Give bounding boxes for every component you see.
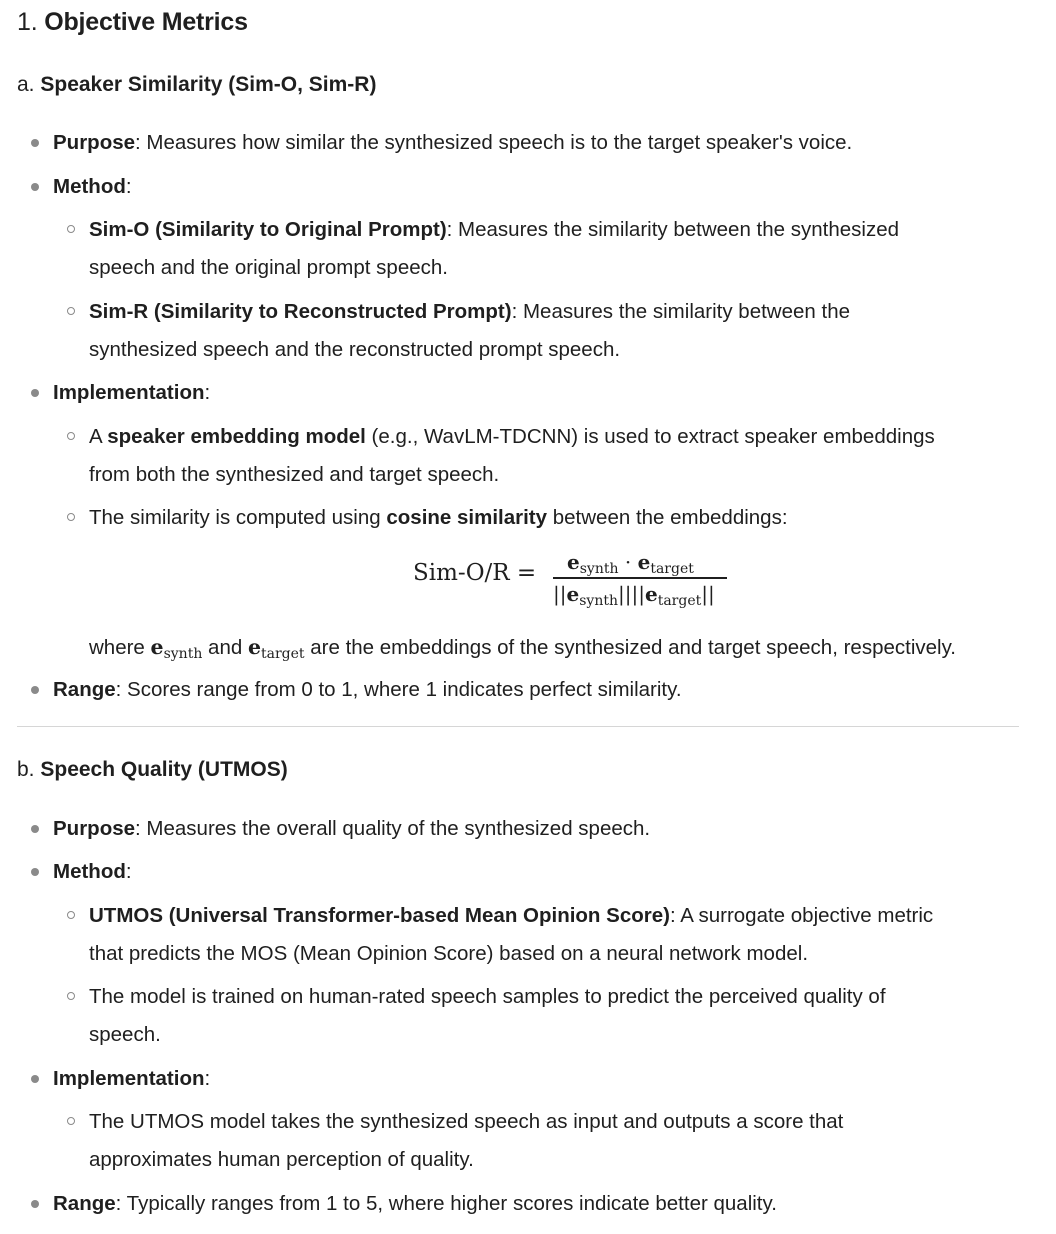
- purpose-item: Purpose: Measures the overall quality of the synthesized speech.: [53, 817, 651, 840]
- sub-bullet: [67, 513, 75, 521]
- section-heading: [17, 8, 248, 37]
- bullet: [31, 1200, 39, 1208]
- method-item: Method:: [53, 175, 132, 198]
- sub-bullet: [67, 911, 75, 919]
- implementation-item: Implementation:: [53, 381, 211, 404]
- sub-bullet: [67, 432, 75, 440]
- bullet: [31, 139, 39, 147]
- training-item: The model is trained on human-rated speech samples to predict the perceived quality of speech.: [89, 985, 886, 1046]
- sim-r-item: Sim-R (Similarity to Reconstructed Prompt): Measures the similarity between the synthesized speech and the reconstructed prompt speech.: [89, 300, 850, 361]
- implementation-item: Implementation:: [53, 1067, 211, 1090]
- bullet: [31, 825, 39, 833]
- heading-title: Objective Metrics: [44, 8, 248, 36]
- embedding-model-item: A speaker embedding model (e.g., WavLM-TDCNN) is used to extract speaker embeddings from both the synthesized and target speech.: [89, 425, 935, 486]
- heading-number: 1.: [17, 8, 38, 36]
- sub-bullet: [67, 307, 75, 315]
- subsection-b-heading: b. Speech Quality (UTMOS): [17, 758, 288, 781]
- formula-lhs: Sim-O/R =: [413, 560, 537, 586]
- bullet: [31, 868, 39, 876]
- sub-bullet: [67, 992, 75, 1000]
- range-item: Range: Typically ranges from 1 to 5, where higher scores indicate better quality.: [53, 1192, 777, 1215]
- where-text: where $e_{synth}$ and $e_{target}$ are the embeddings of the synthesized and target speech, respectively.: [89, 635, 957, 662]
- bullet: [31, 389, 39, 397]
- method-item: Method:: [53, 860, 132, 883]
- utmos-model-item: The UTMOS model takes the synthesized speech as input and outputs a score that approximates human perception of quality.: [89, 1110, 844, 1171]
- bullet: [31, 183, 39, 191]
- fraction-line: [553, 577, 727, 579]
- formula-denominator: $||e_{synth}||||e_{target}||$: [553, 582, 715, 609]
- subsection-a-heading: a. Speaker Similarity (Sim-O, Sim-R): [17, 73, 377, 96]
- utmos-item: UTMOS (Universal Transformer-based Mean Opinion Score): A surrogate objective metric that predicts the MOS (Mean Opinion Score) based on a neural network model.: [89, 904, 934, 965]
- bullet: [31, 686, 39, 694]
- sim-o-item: Sim-O (Similarity to Original Prompt): Measures the similarity between the synthesized speech and the original prompt speech.: [89, 218, 900, 279]
- purpose-item: Purpose: Measures how similar the synthesized speech is to the target speaker's voice.: [53, 131, 853, 154]
- bullet: [31, 1075, 39, 1083]
- sub-bullet: [67, 225, 75, 233]
- cosine-similarity-item: The similarity is computed using cosine similarity between the embeddings:: [89, 506, 788, 529]
- sub-bullet: [67, 1117, 75, 1125]
- formula-numerator: $e_{synth} \cdot e_{target}$: [567, 550, 694, 577]
- section-divider: [17, 726, 1019, 727]
- range-item: Range: Scores range from 0 to 1, where 1 indicates perfect similarity.: [53, 678, 682, 701]
